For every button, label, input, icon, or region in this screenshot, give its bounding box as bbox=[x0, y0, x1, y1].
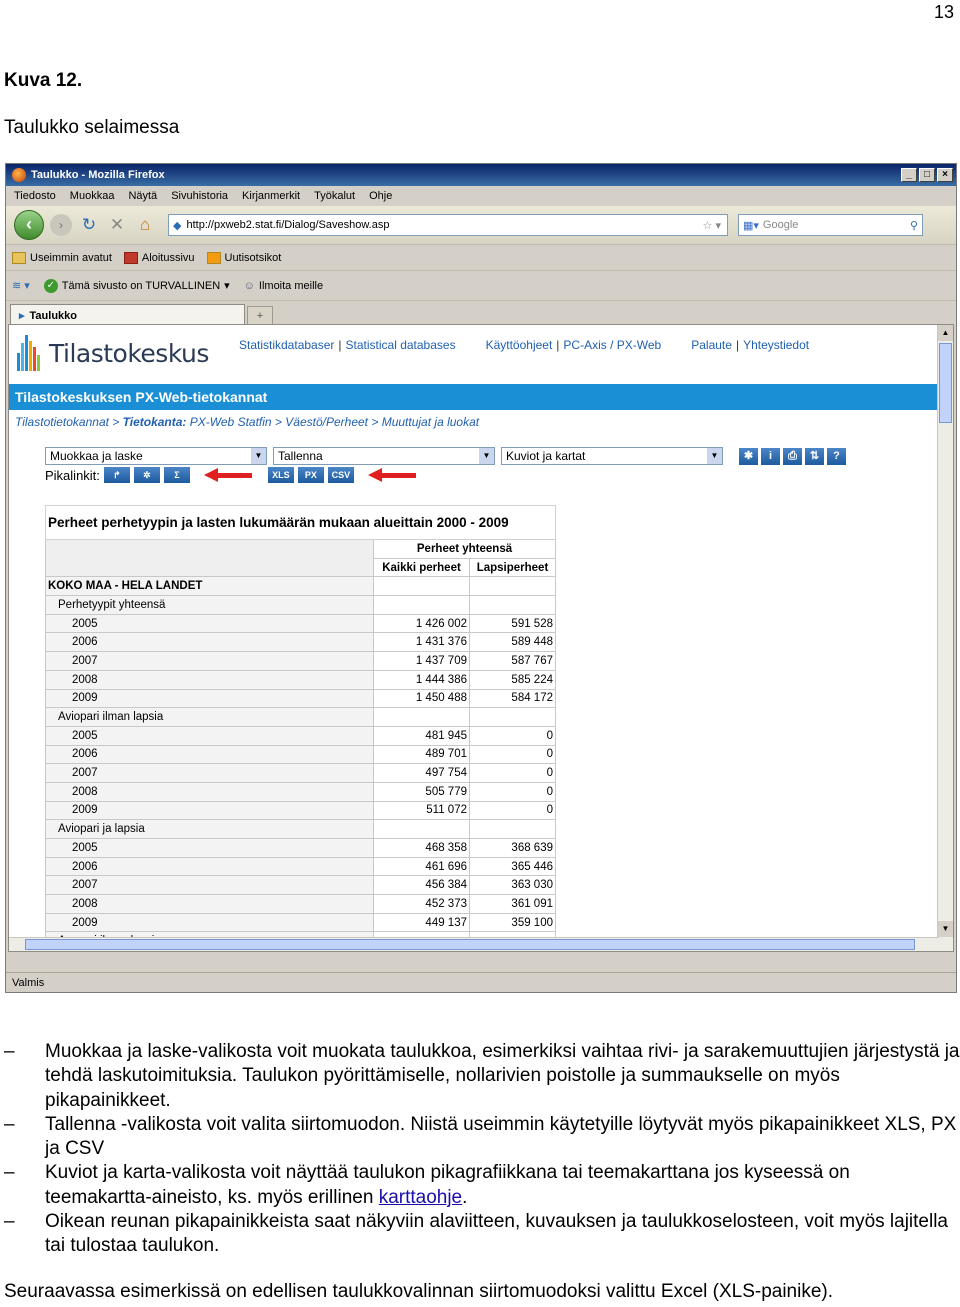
crumb-separator: > bbox=[108, 415, 123, 429]
year-label: 2006 bbox=[46, 857, 374, 876]
table-row bbox=[46, 614, 556, 633]
value-all-families: 1 437 709 bbox=[374, 652, 470, 671]
table-row bbox=[46, 857, 556, 876]
value-all-families: 1 426 002 bbox=[374, 614, 470, 633]
value-all-families: 1 431 376 bbox=[374, 633, 470, 652]
site-banner: Tilastokeskuksen PX-Web-tietokannat bbox=[9, 384, 939, 410]
menu-bookmarks[interactable]: Kirjanmerkit bbox=[242, 190, 301, 202]
year-label: 2008 bbox=[46, 670, 374, 689]
bookmark-label: Aloitussivu bbox=[141, 251, 195, 264]
bookmark-most-visited[interactable] bbox=[12, 252, 112, 264]
delete-zero-rows-icon[interactable]: ✲ bbox=[134, 467, 160, 483]
edit-select-value: Muokkaa ja laske bbox=[50, 449, 143, 463]
value-families-with-children: 0 bbox=[470, 764, 556, 783]
value-all-families: 461 696 bbox=[374, 857, 470, 876]
sort-icon[interactable]: ⇅ bbox=[805, 448, 824, 465]
closing-paragraph: Seuraavassa esimerkissä on edellisen taulukkovalinnan siirtomuodoksi valittu Excel (XLS-painike). bbox=[4, 1281, 834, 1302]
value-families-with-children: 365 446 bbox=[470, 857, 556, 876]
menu-view[interactable]: Näytä bbox=[128, 190, 158, 202]
charts-select[interactable] bbox=[501, 447, 723, 465]
navigation-toolbar bbox=[6, 206, 956, 244]
crumb-tietokanta-label: Tietokanta: bbox=[122, 415, 187, 429]
url-bar[interactable] bbox=[168, 214, 728, 236]
table-row bbox=[46, 652, 556, 671]
value-families-with-children: 0 bbox=[470, 745, 556, 764]
back-button[interactable]: ‹ bbox=[14, 210, 44, 240]
list-item: – Muokkaa ja laske-valikosta voit muokata taulukkoa, esimerkiksi vaihtaa rivi- ja sarakemuuttujien järjestystä ja tehdä laskutoimituksia. Taulukon pyörittämiselle, nollarivien poistolle ja summaukselle on myös pikapainikkeet. bbox=[0, 1040, 960, 1113]
bookmark-star-icon[interactable]: ☆ ▾ bbox=[702, 219, 721, 232]
scroll-up-icon[interactable]: ▲ bbox=[938, 325, 953, 341]
help-icon[interactable]: ? bbox=[827, 448, 846, 465]
table-title: Perheet perhetyypin ja lasten lukumäärän mukaan alueittain 2000 - 2009 bbox=[46, 506, 556, 540]
empty-cell bbox=[470, 708, 556, 727]
year-label: 2005 bbox=[46, 726, 374, 745]
link-pc-axis[interactable]: PC-Axis / PX-Web bbox=[563, 338, 662, 352]
chevron-down-icon: ▼ bbox=[251, 448, 266, 464]
value-all-families: 1 444 386 bbox=[374, 670, 470, 689]
link-yhteystiedot[interactable]: Yhteystiedot bbox=[743, 338, 810, 352]
value-families-with-children: 587 767 bbox=[470, 652, 556, 671]
year-label: 2005 bbox=[46, 614, 374, 633]
top-links: Statistikdatabaser | Statistical databases Käyttöohjeet | PC-Axis / PX-Web Palaute | Yhteystiedot bbox=[239, 338, 810, 352]
logo-text: Tilastokeskus bbox=[49, 338, 209, 368]
quick-links bbox=[45, 467, 428, 483]
status-bar: Valmis bbox=[6, 972, 956, 992]
year-label: 2007 bbox=[46, 652, 374, 671]
empty-cell bbox=[374, 596, 470, 615]
value-all-families: 481 945 bbox=[374, 726, 470, 745]
value-families-with-children: 589 448 bbox=[470, 633, 556, 652]
home-icon[interactable]: ⌂ bbox=[139, 215, 151, 234]
tab-title: Taulukko bbox=[29, 309, 78, 322]
browser-screenshot bbox=[5, 163, 957, 993]
menu-help[interactable]: Ohje bbox=[369, 190, 393, 202]
empty-cell bbox=[470, 596, 556, 615]
right-quick-buttons bbox=[739, 448, 846, 465]
menu-tools[interactable]: Työkalut bbox=[314, 190, 356, 202]
table-row bbox=[46, 689, 556, 708]
bookmark-label: Useimmin avatut bbox=[30, 251, 112, 264]
table-row bbox=[46, 913, 556, 932]
table-row bbox=[46, 839, 556, 858]
checkmark-icon: ✓ bbox=[44, 279, 58, 293]
page-icon: ◆ bbox=[173, 219, 182, 232]
category-label: Aviopari ilman lapsia bbox=[46, 708, 374, 727]
vertical-scrollbar[interactable] bbox=[937, 325, 953, 951]
search-icon[interactable]: ⚲ bbox=[909, 219, 918, 232]
value-all-families: 452 373 bbox=[374, 895, 470, 914]
forward-button[interactable]: › bbox=[50, 214, 72, 236]
crumb-tietokanta[interactable]: PX-Web Statfin bbox=[186, 415, 272, 429]
list-item bbox=[0, 1161, 960, 1210]
figure-label: Kuva 12. bbox=[4, 70, 83, 91]
red-bookmark-icon bbox=[124, 252, 138, 264]
empty-cell bbox=[374, 708, 470, 727]
table-row bbox=[46, 670, 556, 689]
value-all-families: 505 779 bbox=[374, 782, 470, 801]
year-label: 2006 bbox=[46, 745, 374, 764]
year-label: 2009 bbox=[46, 801, 374, 820]
link-palaute[interactable]: Palaute bbox=[691, 338, 732, 352]
print-icon[interactable]: ⎙ bbox=[783, 448, 802, 465]
report-button[interactable] bbox=[244, 280, 323, 292]
link-statistikdatabaser[interactable]: Statistikdatabaser bbox=[239, 338, 335, 352]
year-label: 2007 bbox=[46, 764, 374, 783]
horizontal-scroll-thumb[interactable] bbox=[25, 939, 915, 950]
footnote-icon[interactable]: ✱ bbox=[739, 448, 758, 465]
quick-links-label: Pikalinkit: bbox=[45, 467, 100, 483]
pivot-icon[interactable]: ↱ bbox=[104, 467, 130, 483]
menu-file[interactable]: Tiedosto bbox=[14, 190, 56, 202]
value-families-with-children: 363 030 bbox=[470, 876, 556, 895]
page-number: 13 bbox=[933, 2, 954, 22]
crumb-separator: > bbox=[271, 415, 286, 429]
tab-bar bbox=[6, 300, 956, 326]
report-label: Ilmoita meille bbox=[258, 279, 324, 292]
value-families-with-children: 0 bbox=[470, 801, 556, 820]
xls-button[interactable]: XLS bbox=[268, 467, 294, 483]
link-kayttoohjeet[interactable]: Käyttöohjeet bbox=[485, 338, 553, 352]
sum-icon[interactable]: Σ bbox=[164, 467, 190, 483]
search-placeholder: Google bbox=[762, 219, 799, 231]
value-all-families: 468 358 bbox=[374, 839, 470, 858]
link-statistical-databases[interactable]: Statistical databases bbox=[345, 338, 456, 352]
reload-icon[interactable]: ↻ bbox=[81, 215, 97, 234]
year-label: 2008 bbox=[46, 782, 374, 801]
category-label: Aviopari ja lapsia bbox=[46, 820, 374, 839]
column-header: Kaikki perheet bbox=[374, 558, 470, 577]
table-row bbox=[46, 764, 556, 783]
security-status[interactable]: ✓ Tämä sivusto on TURVALLINEN ▾ bbox=[44, 279, 230, 293]
list-item-text: Kuviot ja karta-valikosta voit näyttää taulukon pikagrafiikkana tai teemakarttana jos kyseessä on teemakartta-aineisto, ks. myös erillinen bbox=[45, 1162, 850, 1208]
red-arrow-icon bbox=[204, 468, 254, 482]
security-label: Tämä sivusto on TURVALLINEN bbox=[61, 279, 221, 292]
value-families-with-children: 361 091 bbox=[470, 895, 556, 914]
tilastokeskus-logo bbox=[17, 335, 209, 371]
window-titlebar bbox=[6, 164, 956, 186]
value-all-families: 456 384 bbox=[374, 876, 470, 895]
value-families-with-children: 585 224 bbox=[470, 670, 556, 689]
search-bar[interactable] bbox=[738, 214, 923, 236]
value-all-families: 449 137 bbox=[374, 913, 470, 932]
year-label: 2007 bbox=[46, 876, 374, 895]
column-group-header: Perheet yhteensä bbox=[374, 540, 556, 559]
list-item: – Oikean reunan pikapainikkeista saat näkyviin alaviitteen, kuvauksen ja taulukkoselosteen, voit myös lajitella tai tulostaa taulukon. bbox=[0, 1210, 960, 1259]
bookmarks-toolbar bbox=[6, 244, 956, 270]
crumb-tilastotietokannat[interactable]: Tilastotietokannat bbox=[15, 415, 109, 429]
px-button[interactable]: PX bbox=[298, 467, 324, 483]
edit-select[interactable] bbox=[45, 447, 267, 465]
value-families-with-children: 359 100 bbox=[470, 913, 556, 932]
empty-cell bbox=[374, 820, 470, 839]
maximize-button[interactable]: □ bbox=[919, 168, 935, 182]
value-families-with-children: 0 bbox=[470, 726, 556, 745]
value-all-families: 511 072 bbox=[374, 801, 470, 820]
column-header: Lapsiperheet bbox=[470, 558, 556, 577]
wot-icon[interactable]: ≋ ▾ bbox=[12, 280, 30, 292]
crumb-muuttujat[interactable]: Muuttujat ja luokat bbox=[381, 415, 480, 429]
tab-favicon: ▸ bbox=[19, 310, 25, 322]
search-engine-icon[interactable]: ▦▾ bbox=[743, 219, 759, 232]
chevron-down-icon: ▼ bbox=[479, 448, 494, 464]
list-item: – Tallenna -valikosta voit valita siirtomuodon. Niistä useimmin käytetyille löytyvät myös pikapainikkeet XLS, PX ja CSV bbox=[0, 1113, 960, 1162]
year-label: 2009 bbox=[46, 913, 374, 932]
value-families-with-children: 368 639 bbox=[470, 839, 556, 858]
red-arrow-icon bbox=[368, 468, 418, 482]
people-icon: ☺ bbox=[243, 279, 255, 292]
table-corner bbox=[46, 540, 374, 577]
url-text: http://pxweb2.stat.fi/Dialog/Saveshow.asp bbox=[186, 219, 390, 231]
menu-selects bbox=[45, 447, 846, 465]
data-table bbox=[45, 505, 556, 951]
menu-history[interactable]: Sivuhistoria bbox=[171, 190, 229, 202]
value-families-with-children: 0 bbox=[470, 782, 556, 801]
breadcrumb bbox=[15, 415, 479, 429]
bookmark-label: Uutisotsikot bbox=[224, 251, 282, 264]
table-row bbox=[46, 708, 556, 727]
menu-bar bbox=[6, 186, 956, 206]
table-row bbox=[46, 745, 556, 764]
year-label: 2008 bbox=[46, 895, 374, 914]
region-row-label: KOKO MAA - HELA LANDET bbox=[46, 577, 374, 596]
empty-cell bbox=[470, 820, 556, 839]
crumb-vaesto[interactable]: Väestö/Perheet bbox=[285, 415, 369, 429]
year-label: 2006 bbox=[46, 633, 374, 652]
minimize-button[interactable]: _ bbox=[901, 168, 917, 182]
table-row bbox=[46, 876, 556, 895]
category-label: Perhetyypit yhteensä bbox=[46, 596, 374, 615]
value-families-with-children: 591 528 bbox=[470, 614, 556, 633]
table-row bbox=[46, 596, 556, 615]
karttaohje-link[interactable]: karttaohje bbox=[378, 1186, 463, 1208]
logo-mark-icon bbox=[17, 335, 45, 371]
menu-edit[interactable]: Muokkaa bbox=[69, 190, 115, 202]
table-row bbox=[46, 726, 556, 745]
chevron-down-icon: ▼ bbox=[707, 448, 722, 464]
window-title: Taulukko - Mozilla Firefox bbox=[31, 169, 165, 181]
figure-caption: Taulukko selaimessa bbox=[4, 117, 180, 138]
page-viewport bbox=[8, 324, 954, 952]
info-icon[interactable]: i bbox=[761, 448, 780, 465]
table-row bbox=[46, 820, 556, 839]
year-label: 2005 bbox=[46, 839, 374, 858]
save-select[interactable] bbox=[273, 447, 495, 465]
value-all-families: 1 450 488 bbox=[374, 689, 470, 708]
stop-icon[interactable]: ✕ bbox=[109, 215, 125, 234]
value-all-families: 497 754 bbox=[374, 764, 470, 783]
firefox-icon bbox=[12, 168, 26, 182]
horizontal-scrollbar[interactable] bbox=[9, 937, 939, 951]
value-all-families: 489 701 bbox=[374, 745, 470, 764]
value-families-with-children: 584 172 bbox=[470, 689, 556, 708]
scroll-thumb[interactable] bbox=[939, 343, 952, 423]
table-row bbox=[46, 895, 556, 914]
rss-icon bbox=[207, 252, 221, 264]
security-toolbar bbox=[6, 270, 956, 300]
charts-select-value: Kuviot ja kartat bbox=[506, 449, 586, 463]
list-item-text: . bbox=[462, 1186, 468, 1208]
folder-icon bbox=[12, 252, 26, 264]
tab-taulukko[interactable] bbox=[10, 304, 245, 326]
close-button[interactable]: × bbox=[937, 168, 953, 182]
table-row bbox=[46, 782, 556, 801]
bookmark-start-page[interactable] bbox=[124, 252, 195, 264]
crumb-separator: > bbox=[368, 415, 382, 429]
scroll-down-icon[interactable]: ▼ bbox=[938, 921, 953, 937]
table-row bbox=[46, 801, 556, 820]
save-select-value: Tallenna bbox=[278, 449, 323, 463]
table-row bbox=[46, 633, 556, 652]
csv-button[interactable]: CSV bbox=[328, 467, 354, 483]
bookmark-news[interactable] bbox=[207, 252, 282, 264]
new-tab-button[interactable]: + bbox=[247, 306, 273, 326]
instruction-list bbox=[0, 1040, 960, 1259]
year-label: 2009 bbox=[46, 689, 374, 708]
